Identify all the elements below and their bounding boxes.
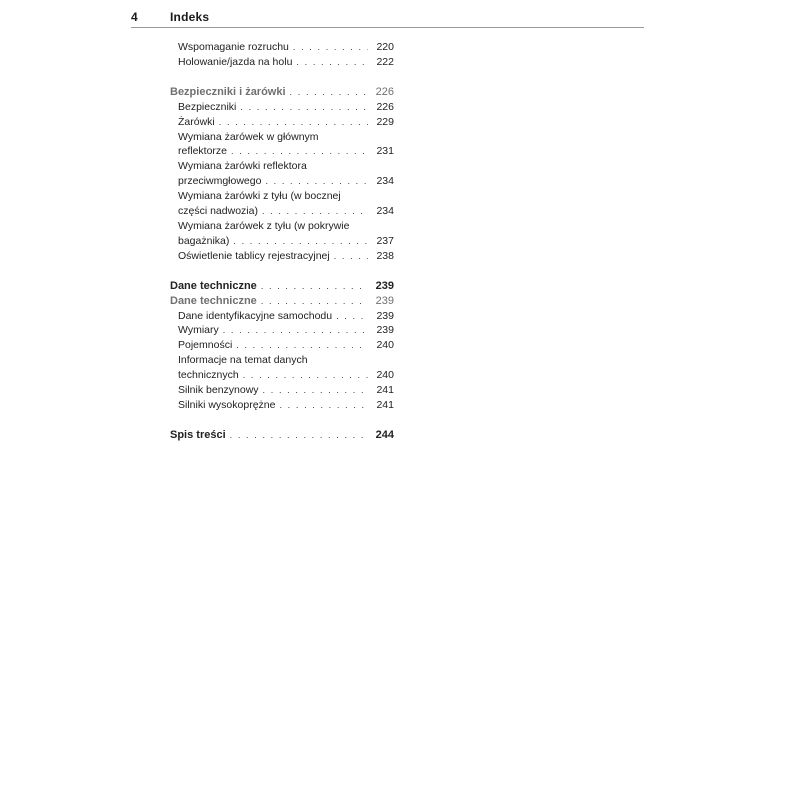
toc-entry-bezpieczniki[interactable] (170, 100, 394, 115)
toc-label: Silniki wysokoprężne (178, 398, 276, 411)
toc-section-dane-techniczne[interactable] (170, 294, 394, 309)
toc-page: 239 (376, 309, 394, 322)
toc-page: 226 (376, 100, 394, 113)
toc-label: Wymiana żarówki z tyłu (w bocznej (178, 190, 341, 203)
toc-label: Dane identyfikacyjne samochodu (178, 309, 333, 322)
toc-label: Bezpieczniki (178, 100, 237, 113)
toc-page: 220 (376, 41, 394, 53)
toc-page: 237 (376, 234, 394, 247)
toc-label: Wymiana żarówki reflektora (178, 160, 307, 173)
leader-dots (263, 383, 368, 398)
toc-label: technicznych (178, 369, 239, 382)
toc-page: 234 (376, 205, 394, 218)
toc-entry-wspomaganie[interactable] (170, 40, 394, 55)
toc-label: Dane techniczne (170, 279, 257, 292)
leader-dots (293, 40, 368, 55)
toc-label: części nadwozia) (178, 205, 258, 218)
leader-dots (262, 204, 368, 219)
toc-entry-wymiana-tyl-line1[interactable] (170, 189, 394, 204)
toc-entry-oswietlenie[interactable] (170, 249, 394, 264)
leader-dots (219, 115, 368, 130)
leader-dots (334, 249, 368, 264)
toc-page: 234 (376, 175, 394, 188)
page-header (131, 8, 644, 28)
toc-entry-silnik-benzynowy[interactable] (170, 383, 394, 398)
toc-label: Dane techniczne (170, 294, 257, 307)
toc-label: Żarówki (178, 115, 215, 128)
toc-page: 239 (375, 279, 394, 292)
leader-dots (240, 100, 368, 115)
toc-entry-wymiana-mgl[interactable] (170, 174, 394, 189)
toc-chapter-spis-tresci[interactable] (170, 428, 394, 443)
toc-label: Wymiary (178, 324, 219, 337)
leader-dots (265, 174, 368, 189)
toc-entry-wymiana-glowny[interactable] (170, 144, 394, 159)
leader-dots (279, 398, 368, 413)
toc-label: przeciwmgłowego (178, 175, 262, 188)
leader-dots (233, 234, 368, 249)
page-number: 4 (131, 10, 138, 24)
header-title: Indeks (170, 10, 210, 24)
toc-label: Oświetlenie tablicy rejestracyjnej (178, 249, 330, 262)
toc-label: Holowanie/jazda na holu (178, 55, 293, 68)
toc-label: Spis treści (170, 428, 226, 441)
leader-dots (243, 368, 368, 383)
toc-label: Pojemności (178, 339, 233, 352)
toc-label: Wymiana żarówek w głównym (178, 130, 319, 143)
toc-page: 241 (376, 398, 394, 411)
toc-entry-pojemnosci[interactable] (170, 338, 394, 353)
toc-entry-informacje[interactable] (170, 368, 394, 383)
leader-dots (223, 323, 368, 338)
toc-entry-wymiana-tyl[interactable] (170, 204, 394, 219)
toc-label: Informacje na temat danych (178, 354, 308, 367)
toc-entry-dane-ident[interactable] (170, 309, 394, 324)
toc-entry-holowanie[interactable] (170, 55, 394, 70)
leader-dots (336, 309, 368, 324)
leader-dots (230, 428, 368, 443)
leader-dots (296, 55, 368, 70)
toc-page: 241 (376, 384, 394, 397)
toc-page: 226 (375, 85, 394, 98)
toc-section-bezpieczniki[interactable] (170, 85, 394, 100)
toc-entry-wymiana-glowny-line1[interactable] (170, 130, 394, 145)
toc-page: 240 (376, 339, 394, 352)
leader-dots (236, 338, 368, 353)
toc-page: 229 (376, 115, 394, 128)
toc-entry-silniki-wysokoprezne[interactable] (170, 398, 394, 413)
toc-page: 222 (376, 55, 394, 68)
toc-entry-wymiary[interactable] (170, 323, 394, 338)
toc-entry-zarowki[interactable] (170, 115, 394, 130)
toc-page: 239 (376, 324, 394, 337)
toc-label: bagażnika) (178, 234, 230, 247)
toc-label: Bezpieczniki i żarówki (170, 85, 286, 98)
toc-chapter-dane-techniczne[interactable] (170, 279, 394, 294)
leader-dots (290, 85, 368, 100)
toc-entry-wymiana-mgl-line1[interactable] (170, 159, 394, 174)
toc-label: reflektorze (178, 145, 228, 158)
toc-label: Wymiana żarówek z tyłu (w pokrywie (178, 219, 350, 232)
leader-dots (231, 144, 368, 159)
toc-page: 239 (375, 294, 394, 307)
leader-dots (261, 294, 368, 309)
toc-entry-informacje-line1[interactable] (170, 353, 394, 368)
toc-entry-wymiana-pokrywa-line1[interactable] (170, 219, 394, 234)
toc-page: 231 (376, 145, 394, 158)
leader-dots (261, 279, 368, 294)
toc-label: Silnik benzynowy (178, 384, 259, 397)
toc-entry-wymiana-pokrywa[interactable] (170, 234, 394, 249)
table-of-contents (170, 40, 394, 443)
toc-page: 238 (376, 249, 394, 262)
toc-page: 240 (376, 369, 394, 382)
toc-label: Wspomaganie rozruchu (178, 41, 289, 53)
toc-page: 244 (375, 428, 394, 441)
